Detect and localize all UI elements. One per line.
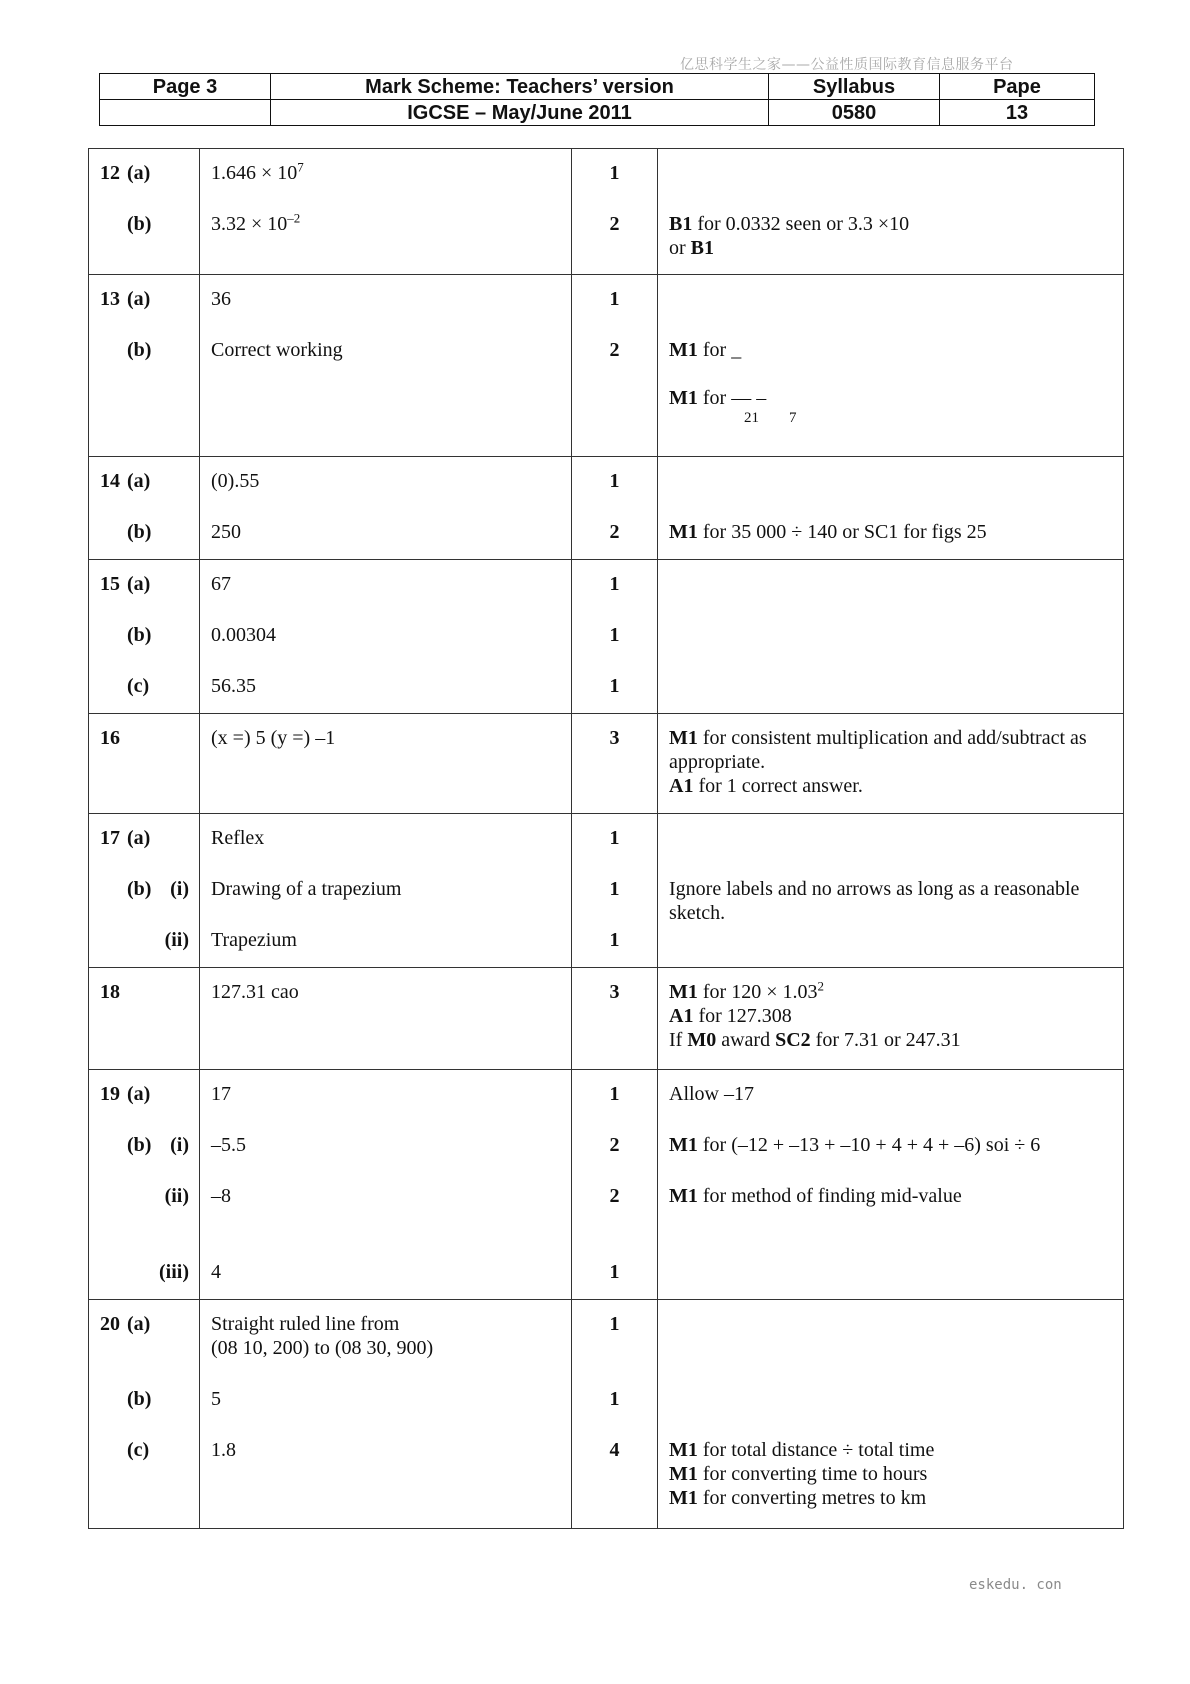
guidance-text: Allow –17 [669,1083,754,1105]
question-number-cell [89,457,200,560]
question-label: 18 [100,981,120,1003]
answer-text: $1.646 \times 10^7$ [211,159,304,184]
mark-value: 2 [609,213,620,235]
marks-cell [572,149,658,275]
question-label: 14 (a) [100,470,151,492]
guidance-cell [658,1300,1124,1529]
guidance-cell [658,149,1124,275]
question-label: 17 (a) [100,827,151,849]
answer-cell [200,1070,572,1300]
guidance-cell [658,968,1124,1070]
answer-text: 1.8 [211,1439,236,1461]
guidance-spacer [658,1300,1123,1375]
guidance-text: M1 for — – 21 7 [669,387,797,426]
answer-cell [200,814,572,968]
question-row-18 [89,968,1124,1070]
guidance-spacer [658,814,1123,865]
part-label: (b) (i) [127,1134,189,1156]
syllabus-code: 0580 [769,100,940,126]
part-label: (b) (i) [127,878,189,900]
answer-text: 0.00304 [211,624,276,646]
guidance-text: M1 for total distance ÷ total time M1 for converting time to hours M1 for converting metres to km [669,1439,935,1509]
guidance-text: B1 for 0.0332 seen or 3.3 ×10 or B1 [669,213,910,259]
marks-cell [572,1070,658,1300]
mark-value: 1 [609,288,620,310]
guidance-cell [658,457,1124,560]
question-number-cell [89,1300,200,1529]
syllabus-label: Syllabus [769,74,940,100]
header-table [99,73,1095,126]
answer-text: –8 [211,1185,231,1207]
mark-value: 4 [609,1439,620,1461]
page-label: Page 3 [100,74,271,100]
mark-value: 1 [609,827,620,849]
answer-text: 17 [211,1083,231,1105]
answer-text: Straight ruled line from (08 10, 200) to (08 30, 900) [211,1313,434,1359]
guidance-cell [658,275,1124,457]
guidance-text: Ignore labels and no arrows as long as a reasonable sketch. [669,878,1080,924]
answer-text: Drawing of a trapezium [211,878,402,900]
guidance-spacer [658,275,1123,326]
mark-value: 1 [609,624,620,646]
marks-cell [572,1300,658,1529]
paper-label: Pape [940,74,1095,100]
mark-value: 1 [609,1261,620,1283]
answer-text: (0).55 [211,470,260,492]
answer-cell [200,968,572,1070]
answer-text: 4 [211,1261,221,1283]
guidance-spacer [658,457,1123,508]
guidance-text: M1 for consistent multiplication and add/subtract as appropriate. A1 for 1 correct answer. [669,727,1087,797]
marks-cell [572,714,658,814]
answer-text: 5 [211,1388,221,1410]
mark-value: 2 [609,339,620,361]
question-label: 20 (a) [100,1313,151,1335]
answer-cell [200,275,572,457]
marks-cell [572,560,658,714]
answer-text: Trapezium [211,929,297,951]
question-row-16 [89,714,1124,814]
question-label: 12 (a) [100,162,151,184]
part-label: (b) [127,521,152,543]
guidance-cell [658,814,1124,968]
guidance-text: M1 for _ [669,339,742,361]
mark-value: 2 [609,1185,620,1207]
question-number-cell [89,814,200,968]
guidance-cell [658,1070,1124,1300]
guidance-cell [658,560,1124,714]
question-row-12 [89,149,1124,275]
question-number-cell [89,275,200,457]
answer-text: 67 [211,573,231,595]
marks-cell [572,457,658,560]
answer-cell [200,560,572,714]
answer-text: 127.31 cao [211,981,299,1003]
part-label: (b) [127,624,152,646]
question-number-cell [89,714,200,814]
answer-cell [200,1300,572,1529]
mark-value: 1 [609,1083,620,1105]
guidance-text: M1 for 35 000 ÷ 140 or SC1 for figs 25 [669,521,987,543]
part-label: (b) [127,1388,152,1410]
answer-text: $3.32 \times 10^{-2}$ [211,210,301,235]
mark-value: 1 [609,1313,620,1335]
part-label: (c) [127,1439,150,1461]
answer-text: 36 [211,288,231,310]
mark-value: 2 [609,1134,620,1156]
header-empty-cell [100,100,271,126]
mark-value: 1 [609,162,620,184]
mark-value: 1 [609,1388,620,1410]
guidance-cell [658,714,1124,814]
answer-text: Correct working [211,339,343,361]
question-number-cell [89,149,200,275]
guidance-text: M1 for method of finding mid-value [669,1185,962,1207]
mark-value: 3 [609,981,620,1003]
answer-text: 250 [211,521,241,543]
answer-text: –5.5 [211,1134,246,1156]
answer-text: Reflex [211,827,265,849]
answer-cell [200,457,572,560]
question-row-17 [89,814,1124,968]
mark-scheme-table [88,148,1124,1529]
part-label: (iii) [159,1261,189,1283]
question-label: 15 (a) [100,573,151,595]
paper-number: 13 [940,100,1095,126]
marks-cell [572,275,658,457]
mark-value: 1 [609,878,620,900]
watermark-bottom: eskedu. con [969,1577,1062,1593]
answer-cell [200,149,572,275]
question-number-cell [89,1070,200,1300]
exam-session: IGCSE – May/June 2011 [271,100,769,126]
question-row-19 [89,1070,1124,1300]
mark-value: 1 [609,573,620,595]
question-row-14 [89,457,1124,560]
question-row-15 [89,560,1124,714]
mark-value: 1 [609,470,620,492]
guidance-text: M1 for (–12 + –13 + –10 + 4 + 4 + –6) soi ÷ 6 [669,1134,1041,1156]
marks-cell [572,814,658,968]
question-label: 13 (a) [100,288,151,310]
mark-value: 3 [609,727,620,749]
mark-value: 1 [609,929,620,951]
part-label: (ii) [164,929,189,951]
answer-text: 56.35 [211,675,256,697]
question-label: 19 (a) [100,1083,151,1105]
watermark-top: 亿思科学生之家——公益性质国际教育信息服务平台 [680,57,1014,73]
part-label: (c) [127,675,150,697]
question-label: 16 [100,727,120,749]
part-label: (b) [127,213,152,235]
answer-cell [200,714,572,814]
part-label: (ii) [164,1185,189,1207]
guidance-spacer [658,1375,1123,1426]
document-title: Mark Scheme: Teachers’ version [271,74,769,100]
mark-value: 2 [609,521,620,543]
marks-cell [572,968,658,1070]
answer-text: (x =) 5 (y =) –1 [211,727,336,749]
guidance-text: M1 for $120 \times 1.03^2$ A1 for 127.308 If M0 award SC2 for 7.31 or 247.31 [669,978,961,1051]
mark-value: 1 [609,675,620,697]
question-row-13 [89,275,1124,457]
part-label: (b) [127,339,152,361]
question-number-cell [89,968,200,1070]
guidance-spacer [658,149,1123,200]
question-row-20 [89,1300,1124,1529]
question-number-cell [89,560,200,714]
